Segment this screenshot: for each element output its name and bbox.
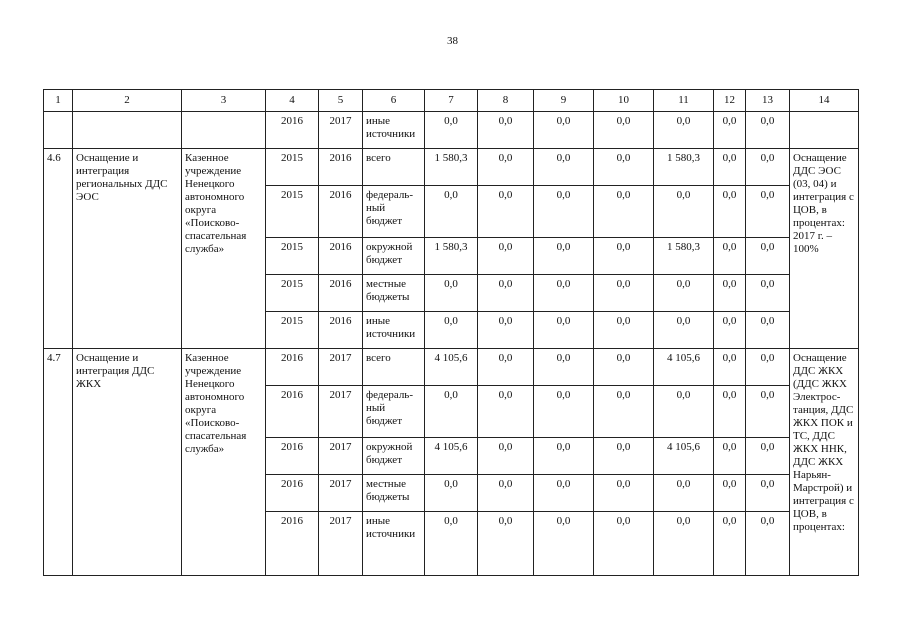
- item-name: Оснащение и интеграция ДДС ЖКХ: [73, 349, 182, 576]
- funding-source: всего: [363, 149, 425, 186]
- header-cell: 2: [73, 90, 182, 112]
- end-year: 2016: [319, 238, 363, 275]
- amount-cell: 0,0: [534, 349, 594, 386]
- amount-cell: 0,0: [478, 512, 534, 576]
- funding-source: окружной бюджет: [363, 438, 425, 475]
- amount-cell: 0,0: [654, 386, 714, 438]
- table-row: [44, 112, 859, 149]
- amount-cell: 0,0: [478, 275, 534, 312]
- funding-source: местные бюджеты: [363, 475, 425, 512]
- amount-cell: 0,0: [714, 149, 746, 186]
- amount-cell: 1 580,3: [425, 238, 478, 275]
- table-row: [44, 149, 859, 186]
- amount-cell: 0,0: [654, 186, 714, 238]
- amount-cell: 0,0: [714, 238, 746, 275]
- amount-cell: 0,0: [746, 475, 790, 512]
- end-year: 2017: [319, 512, 363, 576]
- amount-cell: 0,0: [425, 512, 478, 576]
- amount-cell: 0,0: [714, 312, 746, 349]
- header-cell: 11: [654, 90, 714, 112]
- amount-cell: 0,0: [746, 512, 790, 576]
- amount-cell: 4 105,6: [425, 349, 478, 386]
- funding-source: иные источники: [363, 112, 425, 149]
- amount-cell: 0,0: [594, 438, 654, 475]
- start-year: 2015: [266, 186, 319, 238]
- amount-cell: 4 105,6: [425, 438, 478, 475]
- funding-source: федераль-ный бюджет: [363, 186, 425, 238]
- amount-cell: 0,0: [714, 386, 746, 438]
- amount-cell: 0,0: [594, 149, 654, 186]
- amount-cell: 0,0: [478, 312, 534, 349]
- amount-cell: 1 580,3: [654, 149, 714, 186]
- header-row: [44, 90, 859, 112]
- amount-cell: 0,0: [534, 149, 594, 186]
- amount-cell: 0,0: [478, 149, 534, 186]
- header-cell: 3: [182, 90, 266, 112]
- amount-cell: 0,0: [654, 475, 714, 512]
- item-number: 4.6: [44, 149, 73, 349]
- amount-cell: 0,0: [714, 275, 746, 312]
- amount-cell: 0,0: [478, 238, 534, 275]
- amount-cell: 0,0: [425, 475, 478, 512]
- start-year: 2016: [266, 512, 319, 576]
- funding-source: всего: [363, 349, 425, 386]
- header-cell: 8: [478, 90, 534, 112]
- amount-cell: 0,0: [714, 438, 746, 475]
- funding-source: федераль-ный бюджет: [363, 386, 425, 438]
- amount-cell: 0,0: [594, 512, 654, 576]
- funding-source: окружной бюджет: [363, 238, 425, 275]
- amount-cell: 0,0: [654, 275, 714, 312]
- amount-cell: 0,0: [654, 312, 714, 349]
- amount-cell: 1 580,3: [425, 149, 478, 186]
- start-year: 2016: [266, 112, 319, 149]
- item-note: Оснащение ДДС ЖКХ (ДДС ЖКХ Электрос-танция, ДДС ЖКХ ПОК и ТС, ДДС ЖКХ ННК, ДДС ЖКХ Нарьян-Марстрой) и интеграция с ЦОВ, в процентах:: [790, 349, 859, 576]
- amount-cell: 4 105,6: [654, 438, 714, 475]
- amount-cell: 0,0: [478, 438, 534, 475]
- amount-cell: 0,0: [594, 238, 654, 275]
- amount-cell: 0,0: [714, 349, 746, 386]
- funding-source: иные источники: [363, 512, 425, 576]
- header-cell: 7: [425, 90, 478, 112]
- amount-cell: 0,0: [746, 149, 790, 186]
- amount-cell: 0,0: [534, 386, 594, 438]
- amount-cell: 0,0: [746, 112, 790, 149]
- amount-cell: 0,0: [746, 186, 790, 238]
- amount-cell: 0,0: [594, 312, 654, 349]
- amount-cell: 0,0: [534, 186, 594, 238]
- amount-cell: 0,0: [746, 312, 790, 349]
- amount-cell: 0,0: [425, 112, 478, 149]
- end-year: 2017: [319, 438, 363, 475]
- amount-cell: 0,0: [594, 275, 654, 312]
- amount-cell: 0,0: [746, 275, 790, 312]
- amount-cell: 0,0: [594, 112, 654, 149]
- amount-cell: 0,0: [594, 386, 654, 438]
- amount-cell: 0,0: [478, 475, 534, 512]
- amount-cell: 1 580,3: [654, 238, 714, 275]
- end-year: 2016: [319, 149, 363, 186]
- amount-cell: 4 105,6: [654, 349, 714, 386]
- page-number: 38: [447, 35, 458, 47]
- start-year: 2015: [266, 312, 319, 349]
- amount-cell: 0,0: [654, 512, 714, 576]
- end-year: 2017: [319, 386, 363, 438]
- amount-cell: 0,0: [654, 112, 714, 149]
- amount-cell: 0,0: [714, 475, 746, 512]
- end-year: 2016: [319, 186, 363, 238]
- header-cell: 12: [714, 90, 746, 112]
- start-year: 2015: [266, 238, 319, 275]
- amount-cell: 0,0: [478, 386, 534, 438]
- table-row: [44, 349, 859, 386]
- start-year: 2016: [266, 349, 319, 386]
- amount-cell: 0,0: [594, 349, 654, 386]
- budget-table: [43, 89, 859, 576]
- start-year: 2015: [266, 149, 319, 186]
- amount-cell: 0,0: [714, 512, 746, 576]
- amount-cell: 0,0: [594, 186, 654, 238]
- funding-source: местные бюджеты: [363, 275, 425, 312]
- start-year: 2016: [266, 386, 319, 438]
- header-cell: 4: [266, 90, 319, 112]
- header-cell: 9: [534, 90, 594, 112]
- end-year: 2017: [319, 112, 363, 149]
- amount-cell: 0,0: [478, 349, 534, 386]
- end-year: 2016: [319, 312, 363, 349]
- funding-source: иные источники: [363, 312, 425, 349]
- amount-cell: 0,0: [746, 349, 790, 386]
- header-cell: 6: [363, 90, 425, 112]
- amount-cell: 0,0: [746, 386, 790, 438]
- amount-cell: 0,0: [425, 275, 478, 312]
- header-cell: 14: [790, 90, 859, 112]
- amount-cell: 0,0: [714, 112, 746, 149]
- end-year: 2017: [319, 475, 363, 512]
- start-year: 2016: [266, 438, 319, 475]
- item-executor: Казенное учреждение Ненецкого автономного округа «Поисково-спасательная служба»: [182, 149, 266, 349]
- end-year: 2017: [319, 349, 363, 386]
- amount-cell: 0,0: [425, 386, 478, 438]
- end-year: 2016: [319, 275, 363, 312]
- amount-cell: 0,0: [594, 475, 654, 512]
- amount-cell: 0,0: [425, 312, 478, 349]
- amount-cell: 0,0: [714, 186, 746, 238]
- amount-cell: 0,0: [478, 112, 534, 149]
- amount-cell: 0,0: [534, 438, 594, 475]
- amount-cell: 0,0: [746, 438, 790, 475]
- header-cell: 5: [319, 90, 363, 112]
- header-cell: 13: [746, 90, 790, 112]
- amount-cell: 0,0: [534, 312, 594, 349]
- amount-cell: 0,0: [534, 275, 594, 312]
- amount-cell: 0,0: [746, 238, 790, 275]
- amount-cell: 0,0: [534, 112, 594, 149]
- item-executor: Казенное учреждение Ненецкого автономного округа «Поисково-спасательная служба»: [182, 349, 266, 576]
- item-name: Оснащение и интеграция региональных ДДС ЭОС: [73, 149, 182, 349]
- item-number: 4.7: [44, 349, 73, 576]
- amount-cell: 0,0: [425, 186, 478, 238]
- start-year: 2015: [266, 275, 319, 312]
- header-cell: 10: [594, 90, 654, 112]
- amount-cell: 0,0: [534, 475, 594, 512]
- amount-cell: 0,0: [534, 238, 594, 275]
- amount-cell: 0,0: [534, 512, 594, 576]
- header-cell: 1: [44, 90, 73, 112]
- start-year: 2016: [266, 475, 319, 512]
- amount-cell: 0,0: [478, 186, 534, 238]
- item-note: Оснащение ДДС ЭОС (03, 04) и интеграция с ЦОВ, в процентах: 2017 г. – 100%: [790, 149, 859, 349]
